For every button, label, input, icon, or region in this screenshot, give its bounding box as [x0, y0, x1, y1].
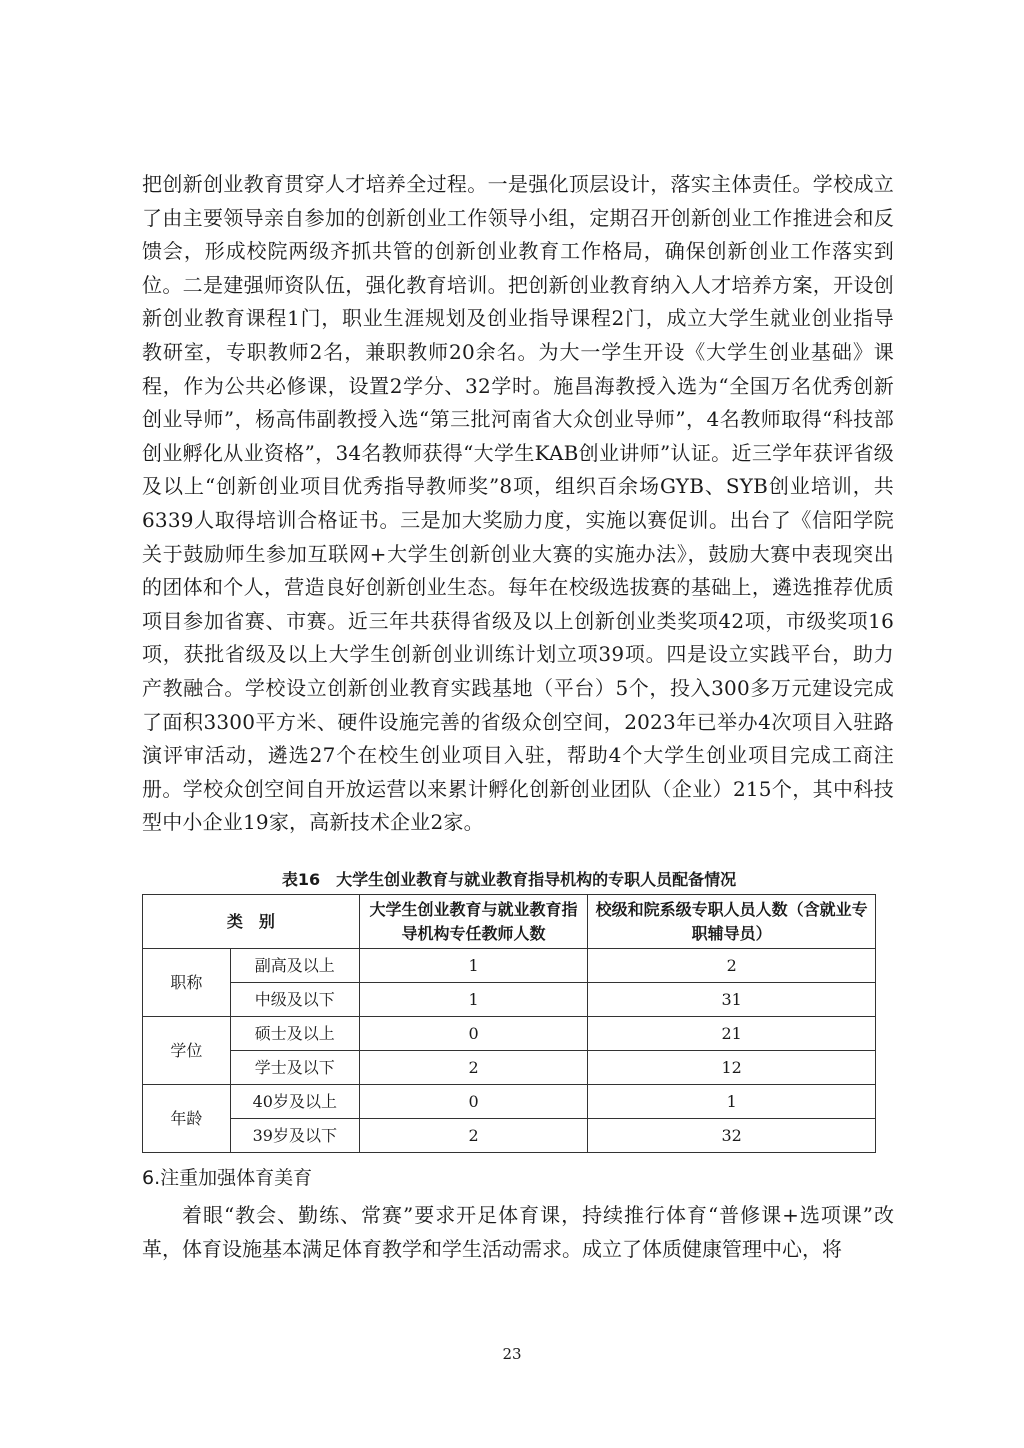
- staff-table: [142, 894, 876, 1153]
- teacher-count: 1: [359, 949, 588, 983]
- header-teachers: 大学生创业教育与就业教育指导机构专任教师人数: [359, 895, 588, 949]
- body-paragraph: 把创新创业教育贯穿人才培养全过程。一是强化顶层设计，落实主体责任。学校成立了由主要领导亲自参加的创新创业工作领导小组，定期召开创新创业工作推进会和反馈会，形成校院两级齐抓共管的创新创业教育工作格局，确保创新创业工作落实到位。二是建强师资队伍，强化教育培训。把创新创业教育纳入人才培养方案，开设创新创业教育课程1门，职业生涯规划及创业指导课程2门，成立大学生就业创业指导教研室，专职教师2名，兼职教师20余名。为大一学生开设《大学生创业基础》课程，作为公共必修课，设置2学分、32学时。施昌海教授入选为“全国万名优秀创新创业导师”，杨高伟副教授入选“第三批河南省大众创业导师”，4名教师取得“科技部创业孵化从业资格”，34名教师获得“大学生KAB创业讲师”认证。近三学年获评省级及以上“创新创业项目优秀指导教师奖”8项，组织百余场GYB、SYB创业培训，共6339人取得培训合格证书。三是加大奖励力度，实施以赛促训。出台了《信阳学院关于鼓励师生参加互联网+大学生创新创业大赛的实施办法》，鼓励大赛中表现突出的团体和个人，营造良好创新创业生态。每年在校级选拔赛的基础上，遴选推荐优质项目参加省赛、市赛。近三年共获得省级及以上创新创业类奖项42项，市级奖项16项，获批省级及以上大学生创新创业训练计划立项39项。四是设立实践平台，助力产教融合。学校设立创新创业教育实践基地（平台）5个，投入300多万元建设完成了面积3300平方米、硬件设施完善的省级众创空间，2023年已举办4次项目入驻路演评审活动，遴选27个在校生创业项目入驻，帮助4个大学生创业项目完成工商注册。学校众创空间自开放运营以来累计孵化创新创业团队（企业）215个，其中科技型中小企业19家，高新技术企业2家。: [142, 172, 894, 835]
- row-label: 副高及以上: [230, 949, 359, 983]
- teacher-count: 0: [359, 1085, 588, 1119]
- staff-count: 31: [588, 983, 876, 1017]
- teacher-count: 2: [359, 1051, 588, 1085]
- header-staff: 校级和院系级专职人员人数（含就业专职辅导员）: [588, 895, 876, 949]
- table-row: [143, 1051, 876, 1085]
- header-category: 类 别: [143, 895, 360, 949]
- row-label: 40岁及以上: [230, 1085, 359, 1119]
- row-label: 中级及以下: [230, 983, 359, 1017]
- table-row: [143, 1119, 876, 1153]
- page-number: 23: [502, 1345, 522, 1363]
- section-heading: 6.注重加强体育美育: [142, 1167, 313, 1189]
- row-label: 39岁及以下: [230, 1119, 359, 1153]
- staff-count: 32: [588, 1119, 876, 1153]
- teacher-count: 0: [359, 1017, 588, 1051]
- table-row: [143, 1017, 876, 1051]
- staff-count: 21: [588, 1017, 876, 1051]
- staff-count: 1: [588, 1085, 876, 1119]
- group-label: 年龄: [143, 1085, 231, 1153]
- table-row: [143, 1085, 876, 1119]
- group-label: 学位: [143, 1017, 231, 1085]
- table-row: [143, 949, 876, 983]
- row-label: 学士及以下: [230, 1051, 359, 1085]
- teacher-count: 2: [359, 1119, 588, 1153]
- staff-count: 2: [588, 949, 876, 983]
- staff-count: 12: [588, 1051, 876, 1085]
- table-header-row: [143, 895, 876, 949]
- table-caption: 表16 大学生创业教育与就业教育指导机构的专职人员配备情况: [281, 870, 737, 889]
- teacher-count: 1: [359, 983, 588, 1017]
- group-label: 职称: [143, 949, 231, 1017]
- row-label: 硕士及以上: [230, 1017, 359, 1051]
- table-row: [143, 983, 876, 1017]
- section-paragraph: 着眼“教会、勤练、常赛”要求开足体育课，持续推行体育“普修课+选项课”改革，体育设施基本满足体育教学和学生活动需求。成立了体质健康管理中心，将: [142, 1203, 894, 1261]
